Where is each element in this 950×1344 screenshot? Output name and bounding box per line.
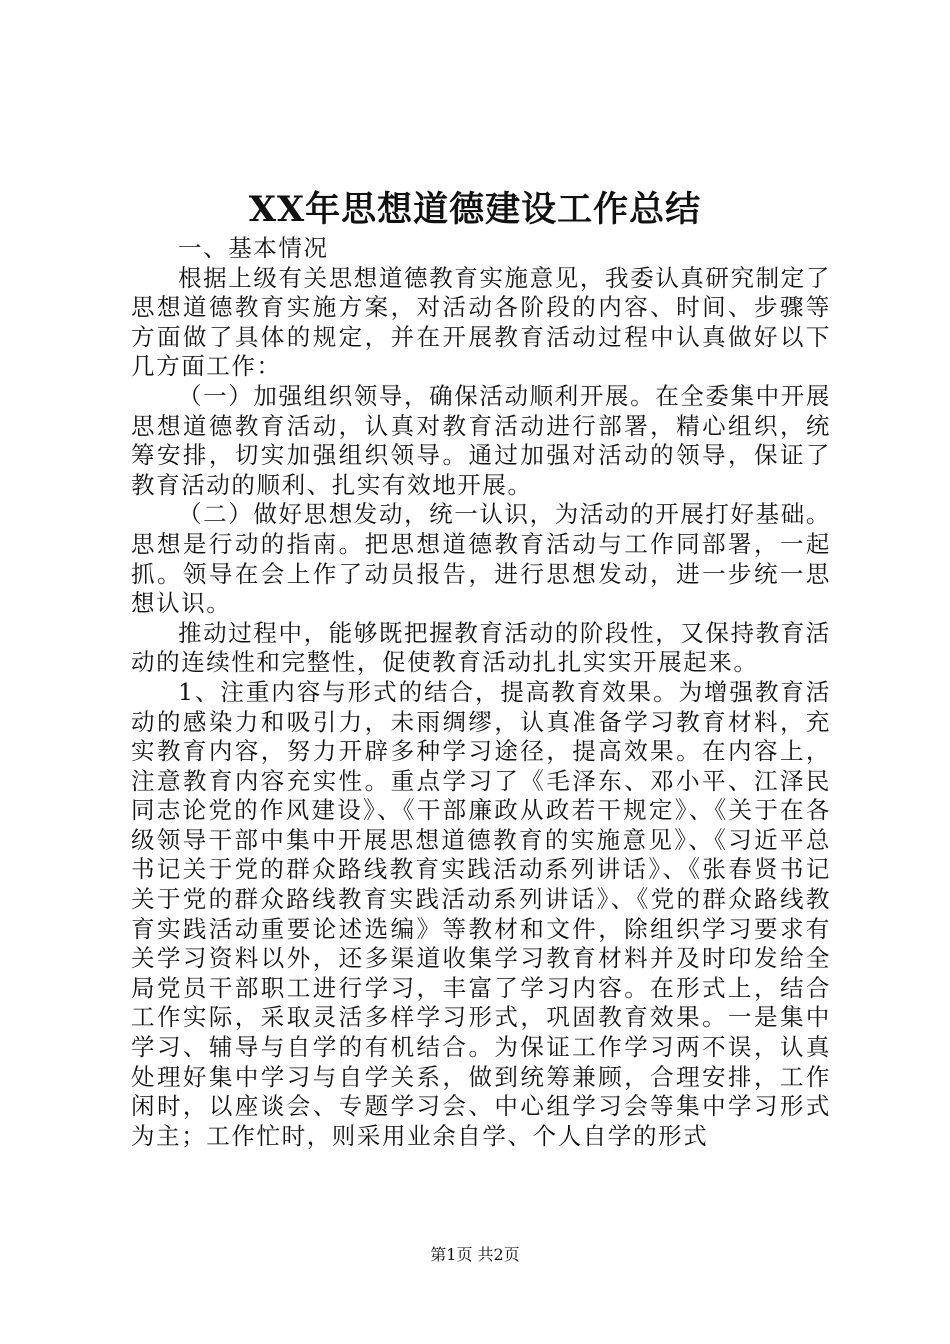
paragraph-content-form-combination: 1、注重内容与形式的结合，提高教育效果。为增强教育活动的感染力和吸引力，未雨绸缪，认真准备学习教育材料，充实教育内容，努力开辟多种学习途径，提高效果。在内容上，注意教育内容充实性。重点学习了《毛泽东、邓小平、江泽民同志论党的作风建设》、《干部廉政从政若干规定》、《关于在各级领导干部中集中开展思想道德教育的实施意见》、《习近平总书记关于党的群众路线教育实践活动系列讲话》、《张春贤书记关于党的群众路线教育实践活动系列讲话》、《党的群众路线教育实践活动重要论述选编》等教材和文件，除组织学习要求有关学习资料以外，还多渠道收集学习教育材料并及时印发给全局党员干部职工进行学习，丰富了学习内容。在形式上，结合工作实际，采取灵活多样学习形式，巩固教育效果。一是集中学习、辅导与自学的有机结合。为保证工作学习两不误，认真处理好集中学习与自学关系，做到统筹兼顾，合理安排，工作闲时，以座谈会、专题学习会、中心组学习会等集中学习形式为主；工作忙时，则采用业余自学、个人自学的形式 [131,677,831,1150]
paragraph-ideological-mobilization: （二）做好思想发动，统一认识，为活动的开展打好基础。思想是行动的指南。把思想道德教育活动与工作同部署，一起抓。领导在会上作了动员报告，进行思想发动，进一步统一思想认识。 [131,500,831,618]
paragraph-intro: 根据上级有关思想道德教育实施意见，我委认真研究制定了思想道德教育实施方案，对活动各阶段的内容、时间、步骤等方面做了具体的规定，并在开展教育活动过程中认真做好以下几方面工作： [131,263,831,381]
paragraph-organization-leadership: （一）加强组织领导，确保活动顺利开展。在全委集中开展思想道德教育活动，认真对教育活动进行部署，精心组织，统筹安排，切实加强组织领导。通过加强对活动的领导，保证了教育活动的顺利、扎实有效地开展。 [131,381,831,499]
paragraph-promotion-process: 推动过程中，能够既把握教育活动的阶段性，又保持教育活动的连续性和完整性，促使教育活动扎扎实实开展起来。 [131,618,831,677]
document-title: XX年思想道德建设工作总结 [248,189,702,230]
document-body [131,234,831,1151]
section-heading-basic-situation: 一、基本情况 [178,234,329,262]
page-number-footer: 第1页 共2页 [430,1245,520,1264]
